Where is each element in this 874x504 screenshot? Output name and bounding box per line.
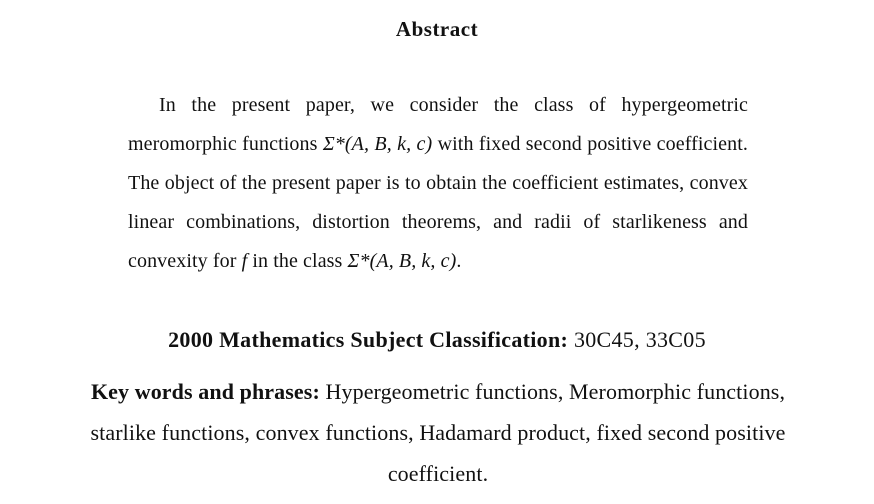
abstract-heading: Abstract — [395, 17, 479, 41]
class-symbol: Σ*(A, B, k, c) — [322, 133, 433, 155]
function-symbol: f — [241, 250, 248, 272]
abstract-body — [128, 86, 748, 281]
msc-label: 2000 Mathematics Subject Classification: — [168, 327, 569, 352]
keywords-section — [84, 371, 792, 494]
msc-value: 30C45, 33C05 — [573, 327, 706, 352]
class-symbol-2: Σ*(A, B, k, c) — [347, 250, 457, 272]
abstract-text-2: with fixed second positive coefficient. The object of the present paper is to obtain the coefficient estimates, convex linear combinations, distortion theorems, and radii of starlikeness and convexity for — [128, 133, 748, 272]
subject-classification — [0, 327, 874, 353]
keywords-value: Hypergeometric functions, Meromorphic functions, starlike functions, convex functions, Hadamard product, fixed second positive coefficient. — [90, 379, 786, 486]
abstract-text-1: In the present paper, we consider the class of hypergeometric meromorphic functions — [128, 94, 748, 155]
abstract-text-3: in the class — [247, 250, 348, 272]
keywords-label: Key words and phrases: — [90, 379, 320, 404]
abstract-text-end: . — [456, 250, 462, 272]
